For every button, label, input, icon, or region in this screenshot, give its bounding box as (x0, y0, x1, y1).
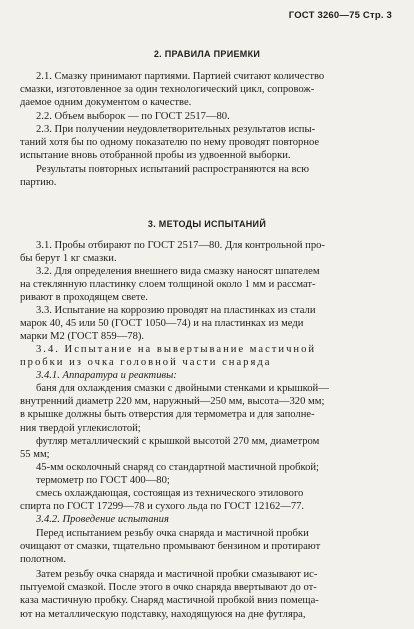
text-line: 3.4.2. Проведение испытания (36, 514, 169, 525)
page-header: ГОСТ 3260—75 Стр. 3 (288, 10, 392, 21)
paragraph-3-4-1-case (20, 435, 396, 461)
paragraph-3-3 (20, 304, 396, 344)
paragraph-3-4-1-bath (20, 382, 396, 435)
text-line: 55 мм; (20, 449, 50, 461)
text-line: партию. (20, 177, 57, 189)
text-line: 2.3. При получении неудовлетворительных результатов испы- (36, 124, 316, 135)
section-title-test-methods: 3. МЕТОДЫ ИСПЫТАНИЙ (147, 219, 267, 229)
text-line: 3.4.1. Аппаратура и реактивы: (36, 370, 177, 381)
text-line: Перед испытанием резьбу очка снаряда и мастичной пробки (36, 528, 309, 539)
paragraph-3-2 (20, 265, 396, 305)
text-line: каза мастичную пробку. Снаряд мастичной пробкой вниз помеща- (20, 595, 319, 607)
text-line: 45-мм осколочный снаряд со стандартной мастичной пробкой; (36, 462, 319, 473)
text-line: Результаты повторных испытаний распространяются на всю (36, 164, 310, 175)
section-title-acceptance: 2. ПРАВИЛА ПРИЕМКИ (153, 49, 261, 59)
paragraph-2-3 (20, 123, 396, 163)
paragraph-3-4-1-items (20, 461, 396, 487)
text-line: спирта по ГОСТ 17299—78 и сухого льда по ГОСТ 12162—77. (20, 501, 305, 513)
text-line: ривают в проходящем свете. (20, 292, 148, 304)
paragraph-3-4-2-cleaning (20, 527, 396, 567)
paragraph-3-4-heading (20, 343, 396, 369)
paragraph-3-4-2-procedure (20, 568, 396, 621)
text-line: таний хотя бы по одному показателю по нему проводят повторное (20, 137, 320, 149)
text-line: пытуемой смазкой. После этого в очко снаряда ввертывают до от- (20, 582, 317, 594)
text-line: 3.1. Пробы отбирают по ГОСТ 2517—80. Для контрольной про- (36, 240, 325, 251)
subsection-3-4-1-heading (20, 369, 396, 382)
text-line: внутренний диаметр 220 мм, наружный—250 мм, высота—320 мм; (20, 396, 325, 408)
text-line: ния твердой углекислотой; (20, 422, 141, 434)
text-line: 2.1. Смазку принимают партиями. Партией считают количество (36, 71, 325, 82)
text-line: 3.4. Испытание на вывертывание мастичной (36, 344, 317, 355)
text-line: полотном. (20, 554, 67, 566)
text-line: марки М2 (ГОСТ 859—78). (20, 331, 145, 343)
text-line: пробки из очка головной части снаряда (20, 357, 272, 369)
text-line: даемое одним документом о качестве. (20, 97, 192, 109)
text-line: на стеклянную пластинку слоем толщиной около 1 мм и рассмат- (20, 279, 316, 291)
text-line: баня для охлаждения смазки с двойными стенками и крышкой— (36, 383, 329, 394)
text-line: ют на металлическую подставку, находящуюся на дне футляра, (20, 608, 306, 620)
paragraph-2-4 (20, 163, 396, 189)
text-line: смазки, изготовленное за один технологический цикл, сопровож- (20, 84, 315, 96)
text-line: в крышке должны быть отверстия для термометра и для заполне- (20, 409, 315, 421)
paragraph-2-2 (20, 110, 396, 123)
text-line: 3.2. Для определения внешнего вида смазку наносят шпателем (36, 266, 320, 277)
text-line: смесь охлаждающая, состоящая из технического этилового (36, 488, 304, 499)
text-line: бы берут 1 кг смазки. (20, 253, 117, 265)
text-line: марок 40, 45 или 50 (ГОСТ 1050—74) и на пластинках из меди (20, 318, 304, 330)
subsection-3-4-2-heading (20, 513, 396, 526)
text-line: термометр по ГОСТ 400—80; (36, 475, 170, 487)
paragraph-3-4-1-mixture (20, 487, 396, 513)
text-line: футляр металлический с крышкой высотой 270 мм, диаметром (36, 436, 320, 447)
paragraph-2-1 (20, 70, 396, 110)
paragraph-3-1 (20, 239, 396, 265)
text-line: 3.3. Испытание на коррозию проводят на пластинках из стали (36, 305, 316, 316)
text-line: очищают от смазки, тщательно промывают бензином и протирают (20, 541, 321, 553)
text-line: Затем резьбу очка снаряда и мастичной пробки смазывают ис- (36, 569, 318, 580)
text-line: испытание вновь отобранной пробы из удвоенной выборки. (20, 150, 291, 162)
text-line: 2.2. Объем выборок — по ГОСТ 2517—80. (36, 111, 230, 122)
